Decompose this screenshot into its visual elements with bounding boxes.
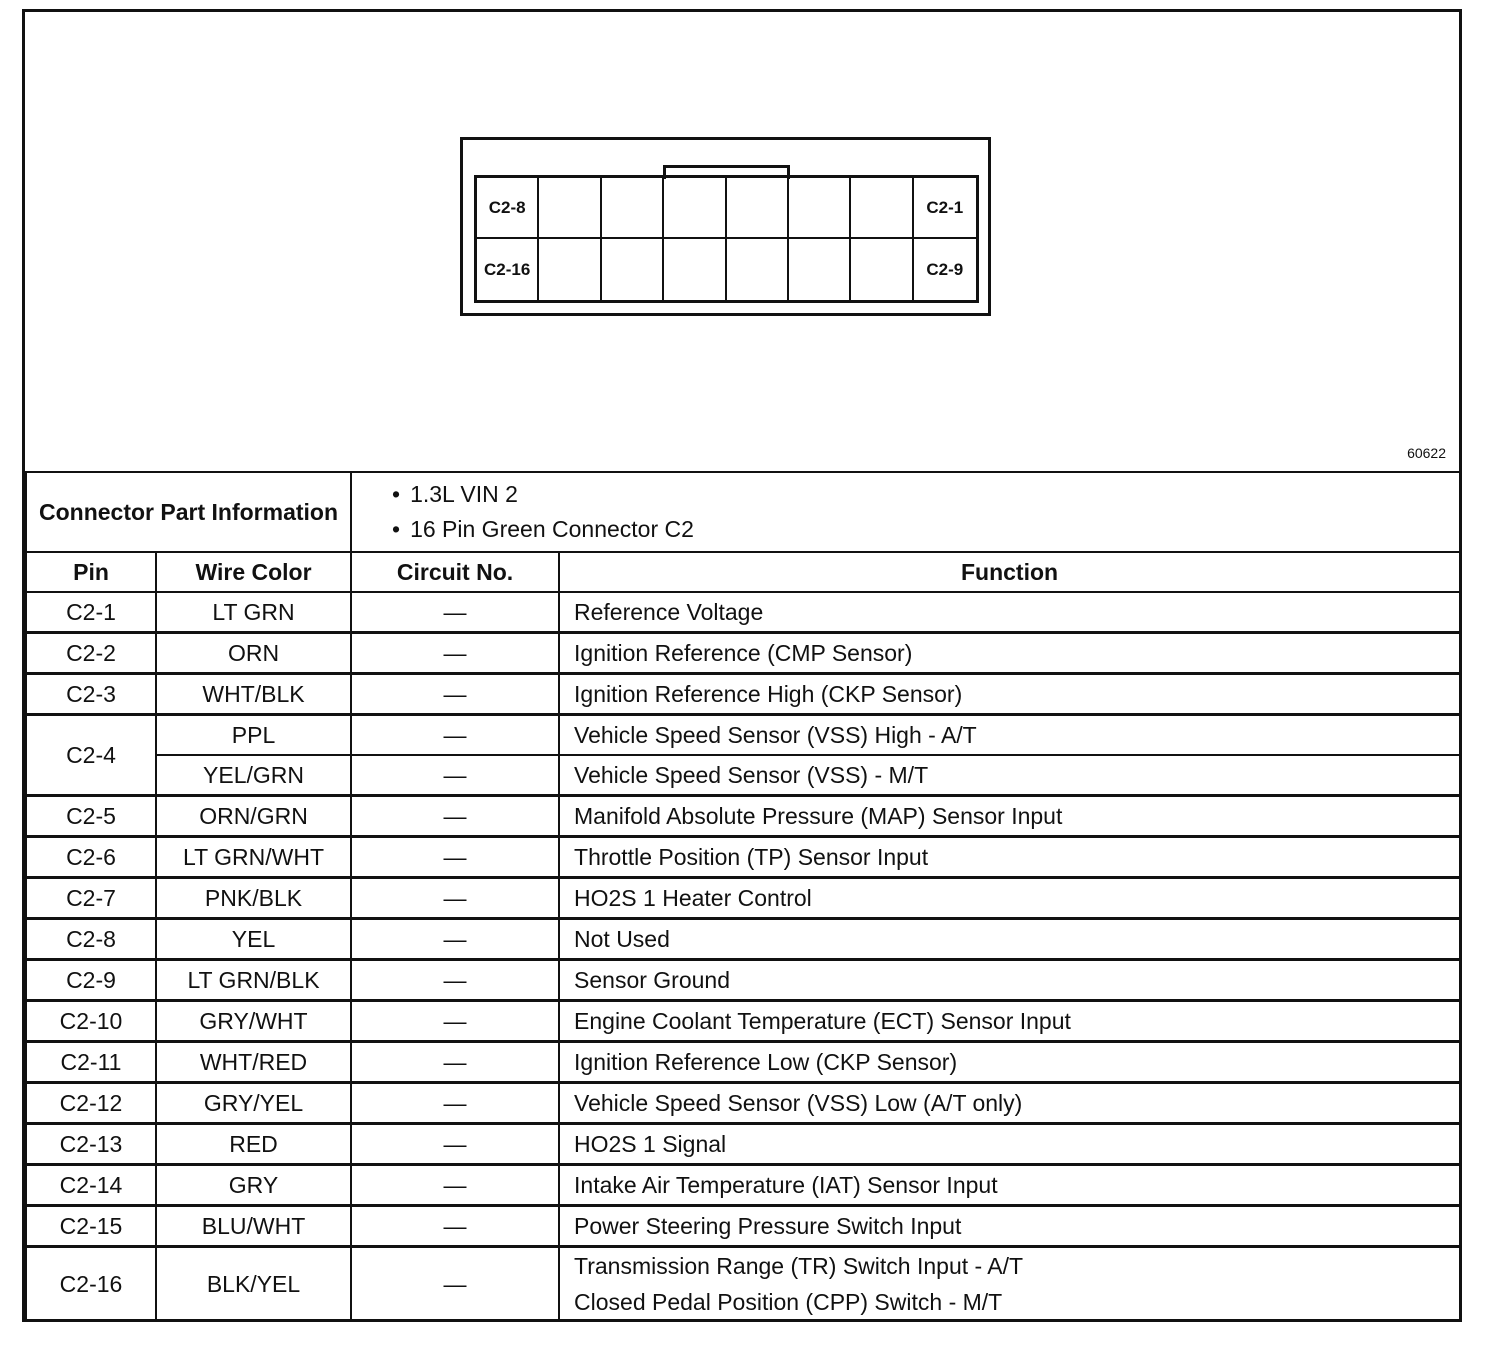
pin-cell: C2-6	[26, 837, 156, 878]
function-cell: Vehicle Speed Sensor (VSS) - M/T	[559, 755, 1460, 796]
function-cell: Throttle Position (TP) Sensor Input	[559, 837, 1460, 878]
pin-cavity	[602, 178, 664, 239]
table-row	[26, 1042, 1460, 1083]
pin-cavity	[664, 178, 726, 239]
circuit-no-cell: —	[351, 960, 559, 1001]
wire-color-cell: WHT/RED	[156, 1042, 351, 1083]
connector-diagram	[25, 12, 1459, 472]
pin-cell: C2-13	[26, 1124, 156, 1165]
table-row	[26, 1001, 1460, 1042]
pin-cavity-c2-1: C2-1	[914, 178, 976, 239]
wire-color-cell: BLU/WHT	[156, 1206, 351, 1247]
table-row	[26, 1206, 1460, 1247]
pin-cavity	[539, 239, 601, 300]
function-cell	[559, 1247, 1460, 1322]
connector-info-row	[26, 472, 1460, 552]
table-header	[26, 552, 1460, 592]
circuit-no-cell: —	[351, 837, 559, 878]
circuit-no-cell: —	[351, 796, 559, 837]
table-row	[26, 1247, 1460, 1322]
table-row	[26, 1083, 1460, 1124]
header-circuit-no: Circuit No.	[351, 552, 559, 592]
function-line: Closed Pedal Position (CPP) Switch - M/T	[574, 1289, 1003, 1315]
header-function: Function	[559, 552, 1460, 592]
pin-cell: C2-4	[26, 715, 156, 796]
pin-cavity	[602, 239, 664, 300]
function-cell: Not Used	[559, 919, 1460, 960]
table-row	[26, 755, 1460, 796]
pin-cavity	[789, 178, 851, 239]
function-cell: Engine Coolant Temperature (ECT) Sensor Input	[559, 1001, 1460, 1042]
circuit-no-cell: —	[351, 592, 559, 633]
pin-cell: C2-16	[26, 1247, 156, 1322]
pin-cavity-c2-9: C2-9	[926, 259, 964, 279]
table-row	[26, 960, 1460, 1001]
circuit-no-cell: —	[351, 1247, 559, 1322]
function-cell: Sensor Ground	[559, 960, 1460, 1001]
function-line: Transmission Range (TR) Switch Input - A/T	[574, 1253, 1024, 1279]
wire-color-cell: ORN	[156, 633, 351, 674]
pin-cell: C2-7	[26, 878, 156, 919]
table-row	[26, 592, 1460, 633]
circuit-no-cell: —	[351, 755, 559, 796]
function-cell: Vehicle Speed Sensor (VSS) Low (A/T only)	[559, 1083, 1460, 1124]
info-item: • 16 Pin Green Connector C2	[392, 512, 1459, 547]
pin-cell: C2-1	[26, 592, 156, 633]
wire-color-cell: PPL	[156, 715, 351, 756]
circuit-no-cell: —	[351, 715, 559, 756]
table-row	[26, 715, 1460, 756]
connector-pin-grid	[474, 175, 979, 303]
wire-color-cell: ORN/GRN	[156, 796, 351, 837]
pin-cell: C2-10	[26, 1001, 156, 1042]
header-wire-color: Wire Color	[156, 552, 351, 592]
table-row	[26, 633, 1460, 674]
function-cell: HO2S 1 Signal	[559, 1124, 1460, 1165]
circuit-no-cell: —	[351, 1042, 559, 1083]
header-pin: Pin	[26, 552, 156, 592]
table-row	[26, 674, 1460, 715]
table-row	[26, 878, 1460, 919]
pin-cavity	[727, 239, 789, 300]
pin-cell: C2-8	[26, 919, 156, 960]
function-cell: Reference Voltage	[559, 592, 1460, 633]
wire-color-cell: BLK/YEL	[156, 1247, 351, 1322]
wire-color-cell: WHT/BLK	[156, 674, 351, 715]
wire-color-cell: LT GRN/WHT	[156, 837, 351, 878]
function-cell: Ignition Reference (CMP Sensor)	[559, 633, 1460, 674]
pin-cavity	[539, 178, 601, 239]
wire-color-cell: LT GRN	[156, 592, 351, 633]
function-cell: Manifold Absolute Pressure (MAP) Sensor Input	[559, 796, 1460, 837]
document-frame	[22, 9, 1462, 1322]
info-item: • 1.3L VIN 2	[392, 477, 1459, 512]
pin-cavity-c2-8: C2-8	[477, 178, 539, 239]
circuit-no-cell: —	[351, 919, 559, 960]
wire-color-cell: RED	[156, 1124, 351, 1165]
circuit-no-cell: —	[351, 633, 559, 674]
function-cell: Vehicle Speed Sensor (VSS) High - A/T	[559, 715, 1460, 756]
function-cell: HO2S 1 Heater Control	[559, 878, 1460, 919]
connector-info-list	[351, 472, 1460, 552]
pin-cell: C2-14	[26, 1165, 156, 1206]
pin-cell: C2-5	[26, 796, 156, 837]
function-cell: Power Steering Pressure Switch Input	[559, 1206, 1460, 1247]
circuit-no-cell: —	[351, 1206, 559, 1247]
pin-cell: C2-2	[26, 633, 156, 674]
figure-id: 60622	[1407, 445, 1446, 461]
table-row	[26, 1165, 1460, 1206]
connector-info-label: Connector Part Information	[26, 472, 351, 552]
table-row	[26, 837, 1460, 878]
table-body	[26, 592, 1460, 1321]
circuit-no-cell: —	[351, 1165, 559, 1206]
wire-color-cell: YEL	[156, 919, 351, 960]
table-row	[26, 796, 1460, 837]
pin-cavity	[727, 178, 789, 239]
pin-cell: C2-15	[26, 1206, 156, 1247]
circuit-no-cell: —	[351, 878, 559, 919]
wire-color-cell: YEL/GRN	[156, 755, 351, 796]
wire-color-cell: GRY/YEL	[156, 1083, 351, 1124]
function-cell: Intake Air Temperature (IAT) Sensor Input	[559, 1165, 1460, 1206]
pin-cell: C2-11	[26, 1042, 156, 1083]
pin-cavity	[851, 178, 913, 239]
pin-cavity	[789, 239, 851, 300]
circuit-no-cell: —	[351, 1001, 559, 1042]
table-row	[26, 1124, 1460, 1165]
pin-cell: C2-12	[26, 1083, 156, 1124]
wire-color-cell: PNK/BLK	[156, 878, 351, 919]
pinout-table	[25, 471, 1461, 1322]
circuit-no-cell: —	[351, 1124, 559, 1165]
wire-color-cell: GRY	[156, 1165, 351, 1206]
wire-color-cell: LT GRN/BLK	[156, 960, 351, 1001]
pin-cell: C2-3	[26, 674, 156, 715]
pin-cavity-c2-16: C2-16	[477, 239, 539, 300]
circuit-no-cell: —	[351, 1083, 559, 1124]
pin-cavity	[664, 239, 726, 300]
table-row	[26, 919, 1460, 960]
pin-cell: C2-9	[26, 960, 156, 1001]
wire-color-cell: GRY/WHT	[156, 1001, 351, 1042]
function-cell: Ignition Reference High (CKP Sensor)	[559, 674, 1460, 715]
circuit-no-cell: —	[351, 674, 559, 715]
pin-cavity	[851, 239, 913, 300]
function-cell: Ignition Reference Low (CKP Sensor)	[559, 1042, 1460, 1083]
